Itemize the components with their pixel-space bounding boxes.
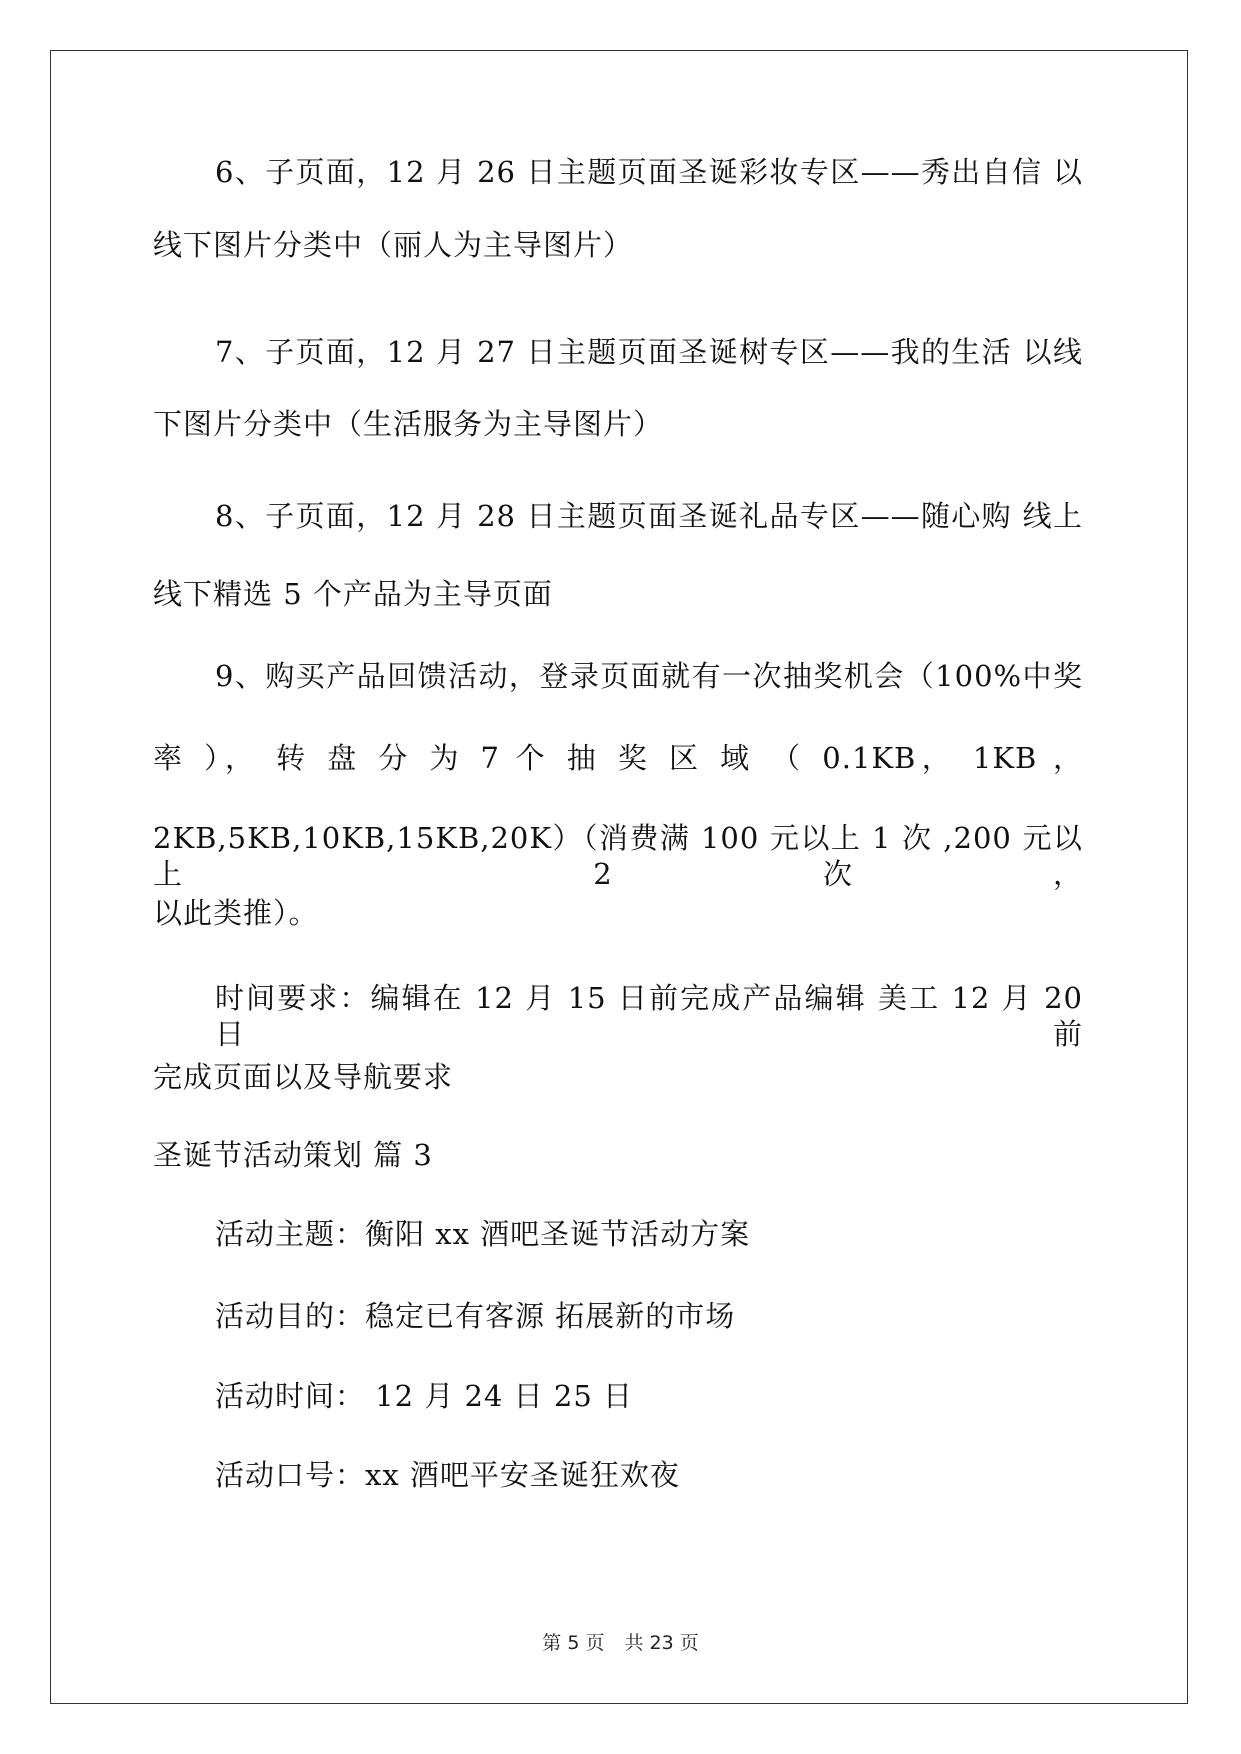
paragraph-line: 活动时间： 12 月 24 日 25 日 (215, 1379, 634, 1413)
paragraph-line: 完成页面以及导航要求 (153, 1060, 454, 1094)
page-footer (0, 1628, 1241, 1655)
paragraph-line: 线下精选 5 个产品为主导页面 (153, 577, 553, 611)
paragraph-line: 6、子页面，12 月 26 日主题页面圣诞彩妆专区——秀出自信 以 (215, 155, 1083, 189)
paragraph-line: 线下图片分类中（丽人为主导图片） (153, 228, 634, 262)
paragraph-line: 9、购买产品回馈活动，登录页面就有一次抽奖机会（100%中奖 (215, 659, 1083, 693)
paragraph-line: 7、子页面，12 月 27 日主题页面圣诞树专区——我的生活 以线 (215, 335, 1083, 369)
paragraph-line: 活动口号：xx 酒吧平安圣诞狂欢夜 (215, 1458, 680, 1492)
paragraph-line: 率 ）， 转 盘 分 为 7 个 抽 奖 区 域 （ 0.1KB， 1KB ， (153, 741, 1083, 775)
paragraph-line: 下图片分类中（生活服务为主导图片） (153, 407, 664, 441)
page-number: 第 5 页 (542, 1632, 605, 1654)
page-total: 共 23 页 (624, 1632, 699, 1654)
paragraph-line: 活动目的：稳定已有客源 拓展新的市场 (215, 1299, 736, 1333)
paragraph-line: 活动主题：衡阳 xx 酒吧圣诞节活动方案 (215, 1217, 751, 1251)
paragraph-line: 2KB,5KB,10KB,15KB,20K）（消费满 100 元以上 1 次 ,200 元以上 2 次， (153, 821, 1083, 891)
section-heading: 圣诞节活动策划 篇 3 (153, 1138, 433, 1172)
paragraph-line: 时间要求：编辑在 12 月 15 日前完成产品编辑 美工 12 月 20 日前 (215, 981, 1083, 1051)
paragraph-line: 以此类推）。 (153, 896, 319, 930)
paragraph-line: 8、子页面，12 月 28 日主题页面圣诞礼品专区——随心购 线上 (215, 499, 1083, 533)
